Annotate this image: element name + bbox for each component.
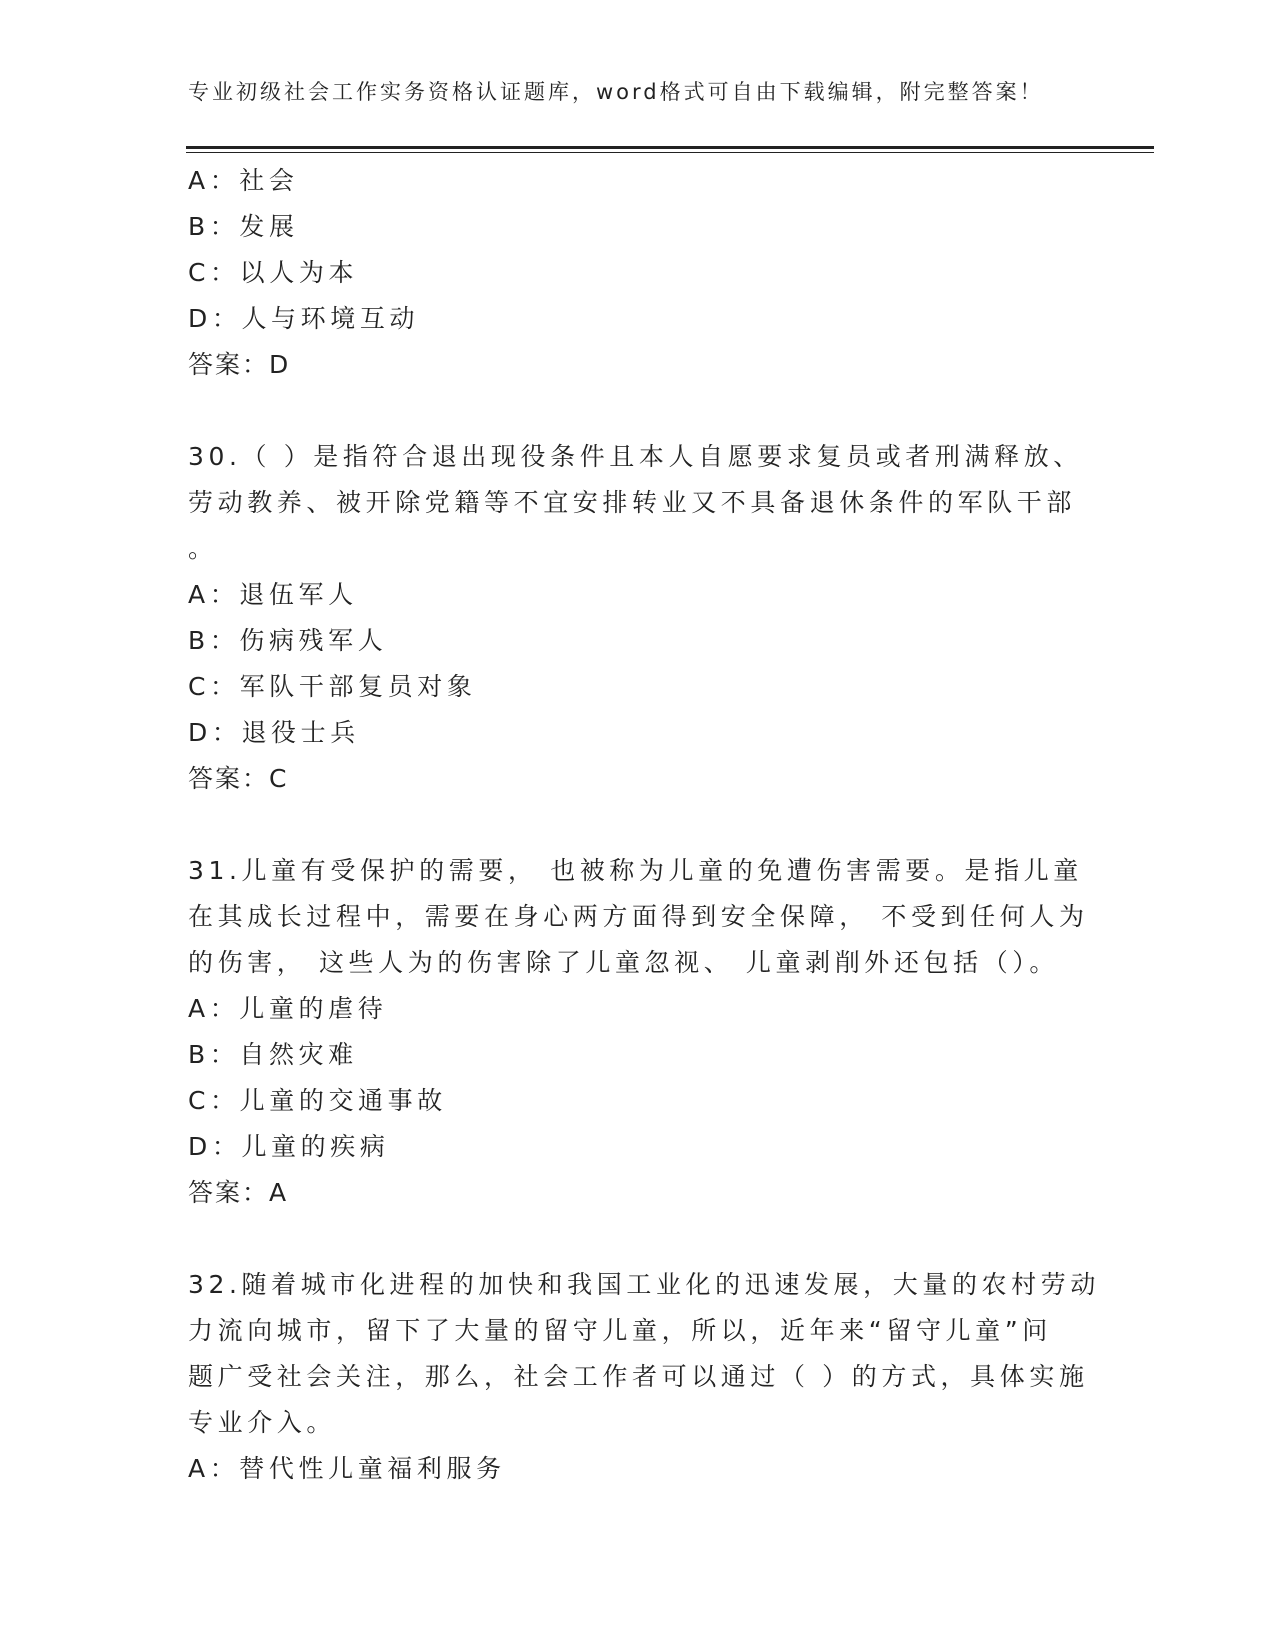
header-rule-thick [186,146,1154,149]
question-text-line: 。 [188,534,218,563]
question-content [188,158,1108,1492]
option-a: A：退伍军人 [188,580,358,609]
page-header: 专业初级社会工作实务资格认证题库，word格式可自由下载编辑，附完整答案！ [188,80,1044,104]
header-rule-thin [186,152,1154,153]
option-c: C：军队干部复员对象 [188,672,477,701]
question-text-line: 专业介入。 [188,1408,337,1437]
question-29 [188,158,1108,388]
option-b: B：伤病残军人 [188,626,388,655]
question-text-line: 31.儿童有受保护的需要， 也被称为儿童的免遭伤害需要。是指儿童 [188,856,1083,885]
option-c: C：儿童的交通事故 [188,1086,447,1115]
question-text-line: 30.（ ）是指符合退出现役条件且本人自愿要求复员或者刑满释放、 [188,442,1083,471]
question-text-line: 题广受社会关注，那么，社会工作者可以通过（ ）的方式，具体实施 [188,1362,1089,1391]
spacer [188,802,1108,848]
option-a: A：社会 [188,166,299,195]
question-text-line: 32.随着城市化进程的加快和我国工业化的迅速发展，大量的农村劳动 [188,1270,1100,1299]
question-32 [188,1262,1108,1492]
answer: 答案：D [188,350,291,379]
option-a: A：儿童的虐待 [188,994,388,1023]
option-a: A：替代性儿童福利服务 [188,1454,506,1483]
option-d: D：退役士兵 [188,718,360,747]
option-b: B：自然灾难 [188,1040,358,1069]
option-b: B：发展 [188,212,299,241]
option-c: C：以人为本 [188,258,359,287]
question-30 [188,434,1108,802]
answer: 答案：C [188,764,289,793]
spacer [188,1216,1108,1262]
question-text-line: 在其成长过程中，需要在身心两方面得到安全保障， 不受到任何人为 [188,902,1089,931]
answer: 答案：A [188,1178,289,1207]
option-d: D：儿童的疾病 [188,1132,390,1161]
option-d: D：人与环境互动 [188,304,420,333]
question-text-line: 力流向城市，留下了大量的留守儿童，所以，近年来“留守儿童”问 [188,1316,1052,1345]
question-text-line: 劳动教养、被开除党籍等不宜安排转业又不具备退休条件的军队干部 [188,488,1077,517]
question-31 [188,848,1108,1216]
question-text-line: 的伤害， 这些人为的伤害除了儿童忽视、 儿童剥削外还包括（）。 [188,948,1059,977]
spacer [188,388,1108,434]
